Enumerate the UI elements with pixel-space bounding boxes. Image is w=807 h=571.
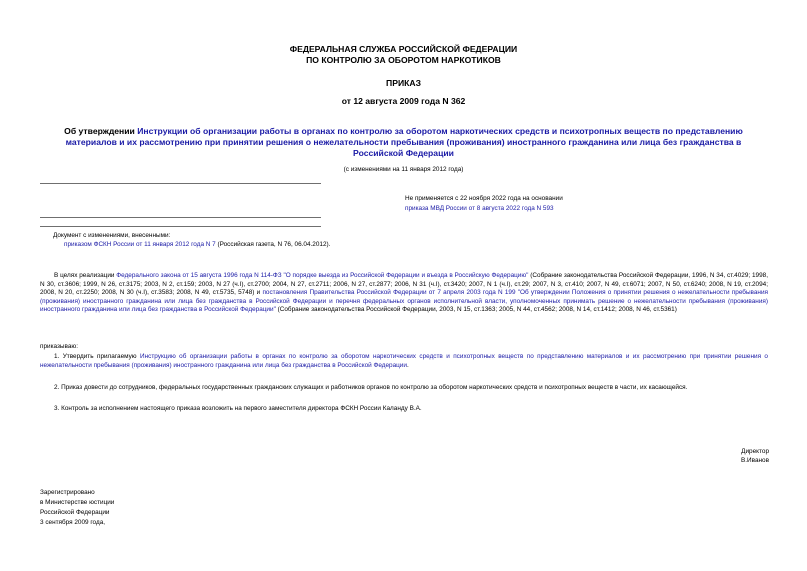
agency-name-line2: ПО КОНТРОЛЮ ЗА ОБОРОТОМ НАРКОТИКОВ <box>306 55 501 65</box>
document-title <box>52 126 755 159</box>
government-decree-link[interactable]: постановления Правительства Российской Федерации от 7 апреля 2003 года N 199 "Об утверждении Положения о принятии решения о нежелательности пребывания (проживания) иностранного гражданина или лица без гражданства в Российской Федерации и перечня федеральных органов исполнительной власти, уполномоченных принимать решение о нежелательности пребывания (проживания) иностранного гражданина или лица без гражданства в Российской Федерации" <box>40 289 768 314</box>
signature-name: В.Иванов <box>741 457 769 464</box>
document-type: ПРИКАЗ <box>386 78 421 88</box>
changes-fskn-order-link[interactable]: приказом ФСКН России от 11 января 2012 года N 7 <box>64 241 216 248</box>
preamble-text-1: В целях реализации <box>54 272 117 279</box>
changes-source: (Российская газета, N 76, 06.04.2012). <box>215 241 331 248</box>
changes-label: Документ с изменениями, внесенными: <box>53 232 171 239</box>
order-word: приказываю: <box>40 343 78 350</box>
preamble-paragraph <box>40 272 768 315</box>
registration-line-3: Российской Федерации <box>40 509 110 516</box>
instruction-link[interactable]: Инструкцию об организации работы в органах по контролю за оборотом наркотических средств и психотропных веществ по представлению материалов и их рассмотрению при принятии решения о нежелательности пребывания (проживания) иностранного гражданина или лица без гражданства в Российской Федерации <box>40 353 768 369</box>
amendments-note: (с изменениями на 11 января 2012 года) <box>343 166 464 173</box>
preamble-text-3: (Собрание законодательства Российской Федерации, 2003, N 15, ст.1363; 2005, N 44, ст.4562; 2008, N 14, ст.1412; 2008, N 46, ст.5361) <box>275 306 677 314</box>
separator-line <box>40 183 321 184</box>
order-item-3: 3. Контроль за исполнением настоящего приказа возложить на первого заместителя директора ФСКН России Каланду В.А. <box>54 405 422 412</box>
agency-name-line1: ФЕДЕРАЛЬНАЯ СЛУЖБА РОССИЙСКОЙ ФЕДЕРАЦИИ <box>289 44 518 54</box>
separator-line <box>40 226 321 227</box>
order-item-2: 2. Приказ довести до сотрудников, федеральных государственных гражданских служащих и работников органов по контролю за оборотом наркотических средств и психотропных веществ в части, их касающейся. <box>54 384 688 391</box>
status-line: Не применяется с 22 ноября 2022 года на основании <box>405 195 563 202</box>
registration-line-4: 3 сентября 2009 года, <box>40 519 106 526</box>
separator-line <box>40 217 321 218</box>
registration-line-1: Зарегистрировано <box>40 489 95 496</box>
registration-line-2: в Министерстве юстиции <box>40 499 115 506</box>
changes-line <box>64 241 564 249</box>
status-mvd-order-link[interactable]: приказа МВД России от 8 августа 2022 года N 593 <box>405 205 554 212</box>
title-instruction-link[interactable]: Инструкции об организации работы в органах по контролю за оборотом наркотических средств и психотропных веществ по представлению материалов и их рассмотрению при принятии решения о нежелательности пребывания (проживания) иностранного гражданина или лица без гражданства в Российской Федерации <box>65 126 743 158</box>
item-1-prefix: 1. Утвердить прилагаемую <box>54 353 141 360</box>
preamble-text-2: (Собрание законодательства Российской Федерации, 1996, N 34, ст.4029; 1998, N 30, ст.3606; 1999, N 26, ст.3175; 2003, N 2, ст.159; 2003, N 27 (ч.I), ст.2700; 2004, N 27, ст.2711; 2006, N 27, ст.2877; 2006, N 31 (ч.I), ст.3420; 2007, N 1 (ч.I), ст.29; 2007, N 3, ст.410; 2007, N 49, ст.6071; 2007, N 50, ст.6240; 2008, N 19, ст.2094; 2008, N 20, ст.2250; 2008, N 30 (ч.I), ст.3583; 2008, N 49, ст.5735, 5748) и <box>40 272 768 297</box>
order-item-1 <box>40 353 768 370</box>
federal-law-link[interactable]: Федерального закона от 15 августа 1996 года N 114-ФЗ "О порядке выезда из Российской Федерации и въезда в Российскую Федерацию" <box>116 272 529 279</box>
signature-position: Директор <box>741 448 769 455</box>
document-date-number: от 12 августа 2009 года N 362 <box>341 96 466 106</box>
item-1-suffix: . <box>406 361 409 369</box>
title-prefix: Об утверждении <box>64 126 138 136</box>
